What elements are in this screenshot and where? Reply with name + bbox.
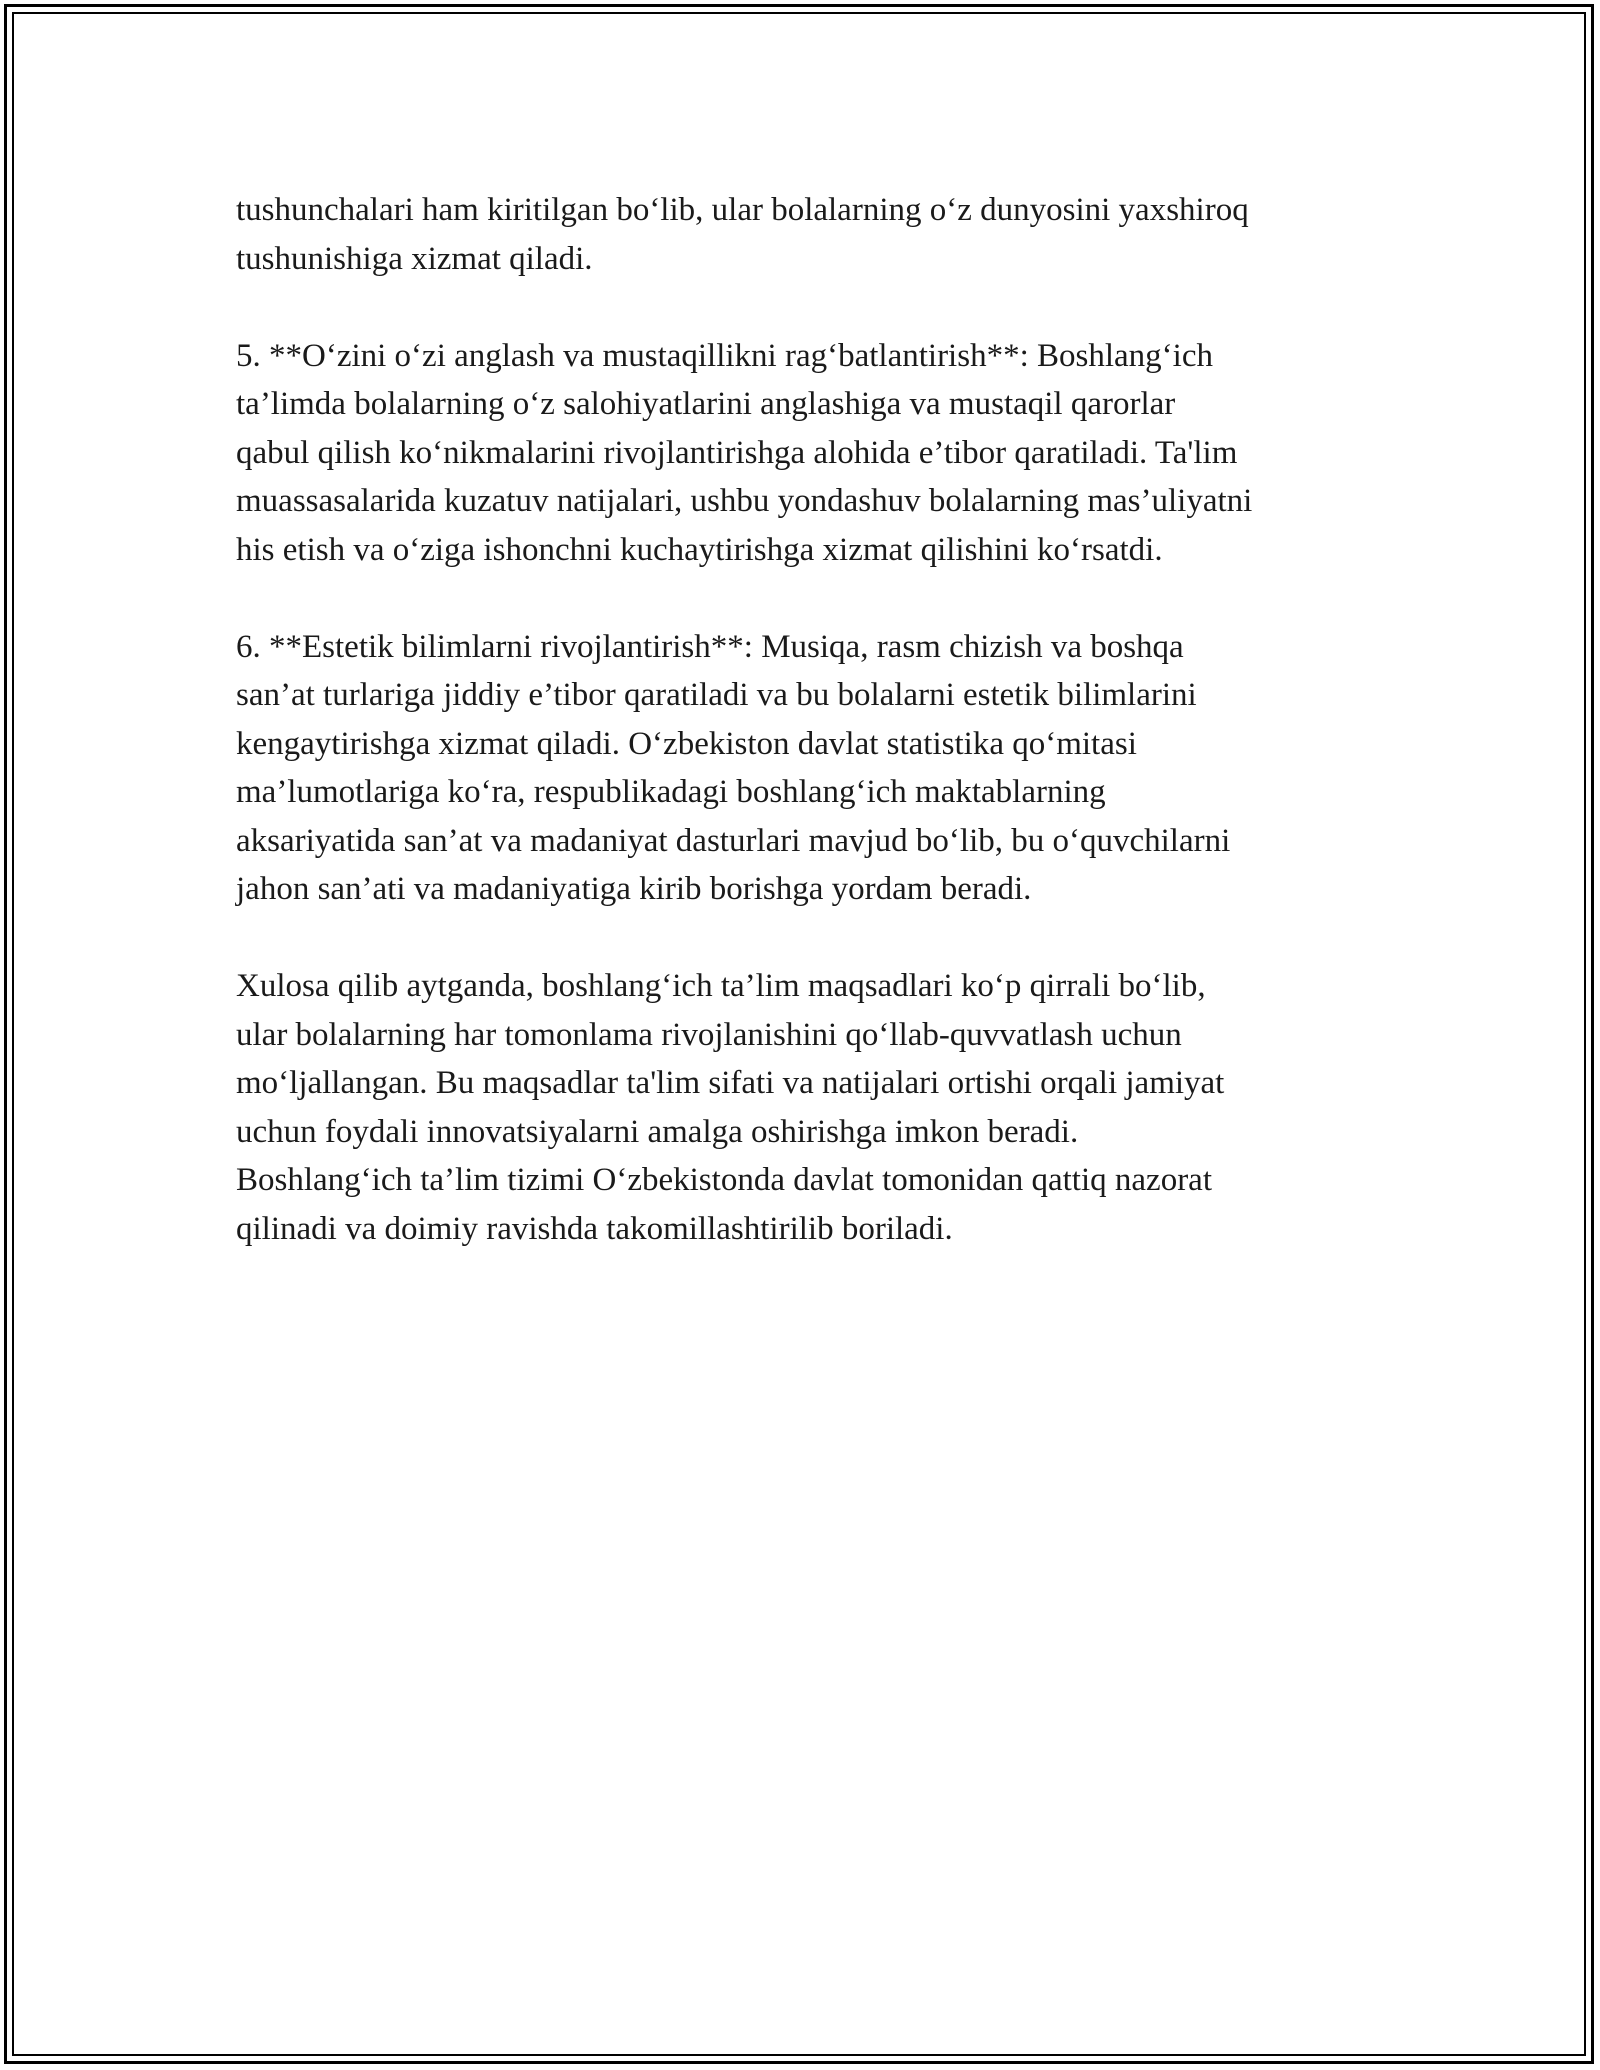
document-body xyxy=(236,186,1376,1302)
paragraph-item-6: 6. **Estetik bilimlarni rivojlantirish**: Musiqa, rasm chizish va boshqa san’at turlariga jiddiy e’tibor qaratiladi va bu bolalarni estetik bilimlarini kengaytirishga xizmat qiladi. O‘zbekiston davlat statistika qo‘mitasi ma’lumotlariga ko‘ra, respublikadagi boshlang‘ich maktablarning aksariyatida san’at va madaniyat dasturlari mavjud bo‘lib, bu o‘quvchilarni jahon san’ati va madaniyatiga kirib borishga yordam beradi. xyxy=(236,628,1231,907)
paragraph-continuation: tushunchalari ham kiritilgan bo‘lib, ular bolalarning o‘z dunyosini yaxshiroq tushunishiga xizmat qiladi. xyxy=(236,192,1249,277)
paragraph-item-5: 5. **O‘zini o‘zi anglash va mustaqillikni rag‘batlantirish**: Boshlang‘ich ta’limda bolalarning o‘z salohiyatlarini anglashiga va mustaqil qarorlar qabul qilish ko‘nikmalarini rivojlantirishga alohida e’tibor qaratiladi. Ta'lim muassasalarida kuzatuv natijalari, ushbu yondashuv bolalarning mas’uliyatni his etish va o‘ziga ishonchni kuchaytirishga xizmat qilishini ko‘rsatdi. xyxy=(236,337,1253,568)
paragraph-conclusion: Xulosa qilib aytganda, boshlang‘ich ta’lim maqsadlari ko‘p qirrali bo‘lib, ular bolalarning har tomonlama rivojlanishini qo‘llab-quvvatlash uchun mo‘ljallangan. Bu maqsadlar ta'lim sifati va natijalari ortishi orqali jamiyat uchun foydali innovatsiyalarni amalga oshirishga imkon beradi. Boshlang‘ich ta’lim tizimi O‘zbekistonda davlat tomonidan qattiq nazorat qilinadi va doimiy ravishda takomillashtirilib boriladi. xyxy=(236,968,1225,1247)
